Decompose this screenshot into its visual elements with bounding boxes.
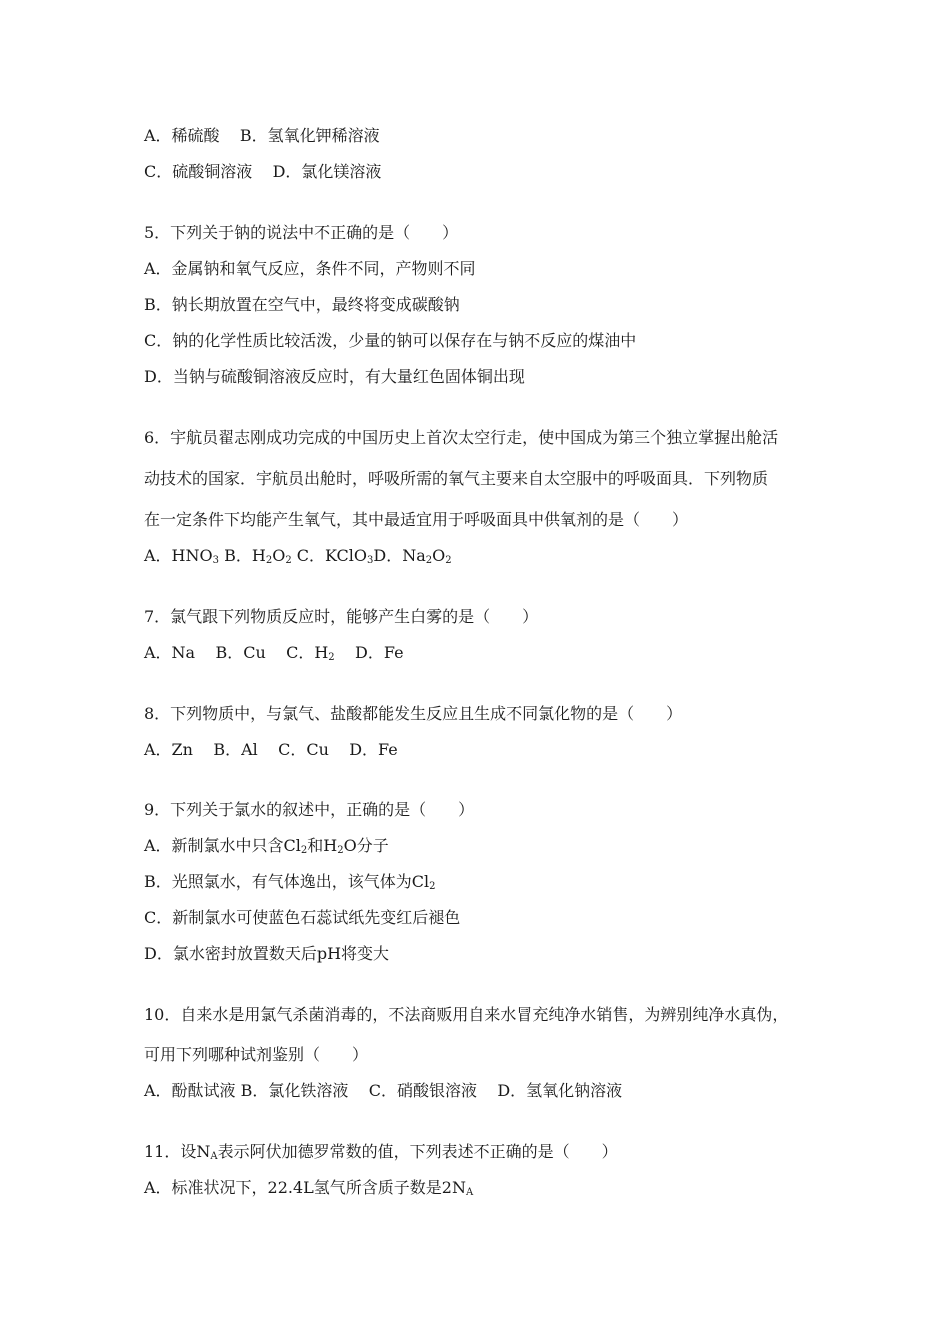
q9-option-a: A．新制氯水中只含$Cl_2$和$H_2O$分子 — [144, 836, 389, 856]
q9-option-c: C．新制氯水可使蓝色石蕊试纸先变红后褪色 — [144, 908, 461, 927]
q9-stem: 9．下列关于氯水的叙述中，正确的是（ ） — [144, 800, 475, 819]
q9-option-b: B．光照氯水，有气体逸出，该气体为$Cl_2$ — [144, 872, 436, 892]
q10-stem-line2: 可用下列哪种试剂鉴别（ ） — [144, 1045, 369, 1064]
q6-stem-line2: 动技术的国家．宇航员出舱时，呼吸所需的氧气主要来自太空服中的呼吸面具．下列物质 — [144, 469, 769, 488]
q6-stem-line3: 在一定条件下均能产生氧气，其中最适宜用于呼吸面具中供氧剂的是（ ） — [144, 510, 689, 529]
q7-options: A．Na B．Cu C．$H_2$ D．Fe — [144, 643, 404, 663]
q10-options: A．酚酞试液 B．氯化铁溶液 C．硝酸银溶液 D．氢氧化钠溶液 — [144, 1081, 623, 1100]
q6-stem-line1: 6．宇航员翟志刚成功完成的中国历史上首次太空行走，使中国成为第三个独立掌握出舱活 — [144, 428, 779, 447]
q11-option-a: A．标准状况下，22.4L氢气所含质子数是$2N_A$ — [144, 1178, 474, 1198]
q8-stem: 8．下列物质中，与氯气、盐酸都能发生反应且生成不同氯化物的是（ ） — [144, 704, 683, 723]
q8-options: A．Zn B．Al C．Cu D．Fe — [144, 740, 398, 759]
q6-options: A．$HNO_3$ B．$H_2O_2$ C．KClO$_3$D．$Na_2O_2$ — [144, 546, 452, 566]
q11-stem: 11．设$N_A$表示阿伏加德罗常数的值，下列表述不正确的是（ ） — [144, 1142, 618, 1162]
q4-options-ab: A．稀硫酸 B．氢氧化钾稀溶液 — [144, 126, 380, 145]
q5-option-c: C．钠的化学性质比较活泼，少量的钠可以保存在与钠不反应的煤油中 — [144, 331, 637, 350]
q9-option-d: D．氯水密封放置数天后pH将变大 — [144, 944, 390, 963]
q4-options-cd: C．硫酸铜溶液 D．氯化镁溶液 — [144, 162, 382, 181]
q5-option-a: A．金属钠和氧气反应，条件不同，产物则不同 — [144, 259, 476, 278]
q5-option-b: B．钠长期放置在空气中，最终将变成碳酸钠 — [144, 295, 460, 314]
q7-stem: 7．氯气跟下列物质反应时，能够产生白雾的是（ ） — [144, 607, 539, 626]
q5-option-d: D．当钠与硫酸铜溶液反应时，有大量红色固体铜出现 — [144, 367, 525, 386]
q5-stem: 5．下列关于钠的说法中不正确的是（ ） — [144, 223, 459, 242]
q10-stem-line1: 10．自来水是用氯气杀菌消毒的，不法商贩用自来水冒充纯净水销售，为辨别纯净水真伪， — [144, 1005, 789, 1024]
